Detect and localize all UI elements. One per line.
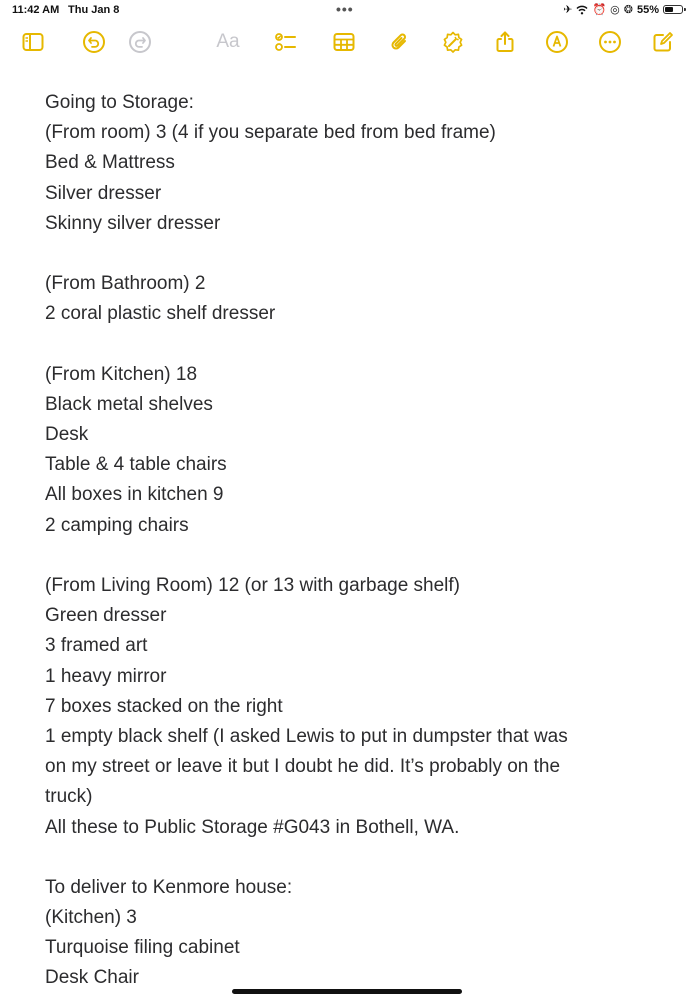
redo-button[interactable]: [127, 30, 153, 54]
note-line: 2 camping chairs: [45, 514, 189, 536]
battery-fill: [665, 7, 673, 12]
note-body[interactable]: [45, 88, 665, 994]
compose-button[interactable]: [650, 30, 676, 54]
status-time: 11:42 AM: [12, 4, 60, 16]
format-button[interactable]: [212, 30, 244, 54]
note-line: Bed & Mattress: [45, 152, 175, 174]
compose-icon: [651, 30, 675, 54]
note-line: Silver dresser: [45, 182, 162, 204]
undo-button[interactable]: [81, 30, 107, 54]
note-line: on my street or leave it but I doubt he did. It’s probably on the: [45, 756, 561, 778]
attachment-icon: [388, 30, 412, 54]
checklist-icon: [274, 30, 298, 54]
attachment-button[interactable]: [387, 30, 413, 54]
more-options-button[interactable]: [597, 30, 623, 54]
note-line: All these to Public Storage #G043 in Bothell, WA.: [45, 816, 460, 838]
note-line: To deliver to Kenmore house:: [45, 876, 293, 898]
markup-button[interactable]: [544, 30, 570, 54]
note-line: Turquoise filing cabinet: [45, 937, 240, 959]
note-line: (From room) 3 (4 if you separate bed from bed frame): [45, 122, 496, 144]
notes-toolbar: [0, 22, 695, 62]
table-icon: [332, 30, 356, 54]
note-line: (Kitchen) 3: [45, 907, 137, 929]
redo-icon: [128, 30, 152, 54]
multitasking-dots-icon[interactable]: •••: [336, 1, 354, 17]
status-date: Thu Jan 8: [68, 4, 120, 16]
airplane-mode-icon: ✈: [563, 4, 573, 16]
note-line: Table & 4 table chairs: [45, 454, 227, 476]
note-line: (From Living Room) 12 (or 13 with garbage shelf): [45, 575, 461, 596]
note-line: Green dresser: [45, 605, 167, 627]
note-line: (From Kitchen) 18: [45, 363, 198, 385]
markup-icon: [545, 30, 569, 54]
note-blank-line: [45, 843, 665, 873]
magic-button[interactable]: [440, 30, 466, 54]
note-line: 2 coral plastic shelf dresser: [45, 303, 276, 325]
note-blank-line: [45, 239, 665, 269]
note-line: 1 empty black shelf (I asked Lewis to put in dumpster that was: [45, 725, 568, 747]
note-line: All boxes in kitchen 9: [45, 484, 224, 506]
battery-percent: 55%: [636, 3, 659, 16]
wifi-icon: [576, 5, 588, 15]
sidebar-toggle-button[interactable]: [20, 30, 46, 54]
alarm-icon: ⏰: [592, 4, 607, 16]
checklist-button[interactable]: [273, 30, 299, 54]
note-line: 3 framed art: [45, 635, 148, 657]
undo-icon: [82, 30, 106, 54]
note-line: truck): [45, 786, 93, 808]
magic-icon: [441, 30, 465, 54]
location-icon: ◎: [610, 4, 620, 16]
share-icon: [493, 30, 517, 54]
note-line: Desk: [45, 424, 89, 446]
note-line: 7 boxes stacked on the right: [45, 695, 283, 717]
note-line: Desk Chair: [45, 967, 139, 989]
table-button[interactable]: [331, 30, 357, 54]
more-icon: [598, 30, 622, 54]
share-button[interactable]: [492, 30, 518, 54]
note-line: Going to Storage:: [45, 92, 194, 113]
note-line: Black metal shelves: [45, 393, 213, 415]
note-line: 1 heavy mirror: [45, 665, 167, 687]
home-indicator[interactable]: [232, 989, 462, 994]
status-bar: [0, 0, 695, 22]
orientation-lock-icon: ❂: [623, 4, 633, 16]
note-line: Skinny silver dresser: [45, 212, 221, 234]
sidebar-icon: [21, 30, 45, 54]
battery-icon: [663, 5, 683, 14]
note-blank-line: [45, 330, 665, 360]
status-icons: [563, 3, 683, 16]
format-icon: Aa: [216, 31, 240, 52]
note-line: (From Bathroom) 2: [45, 273, 206, 295]
note-blank-line: [45, 541, 665, 571]
